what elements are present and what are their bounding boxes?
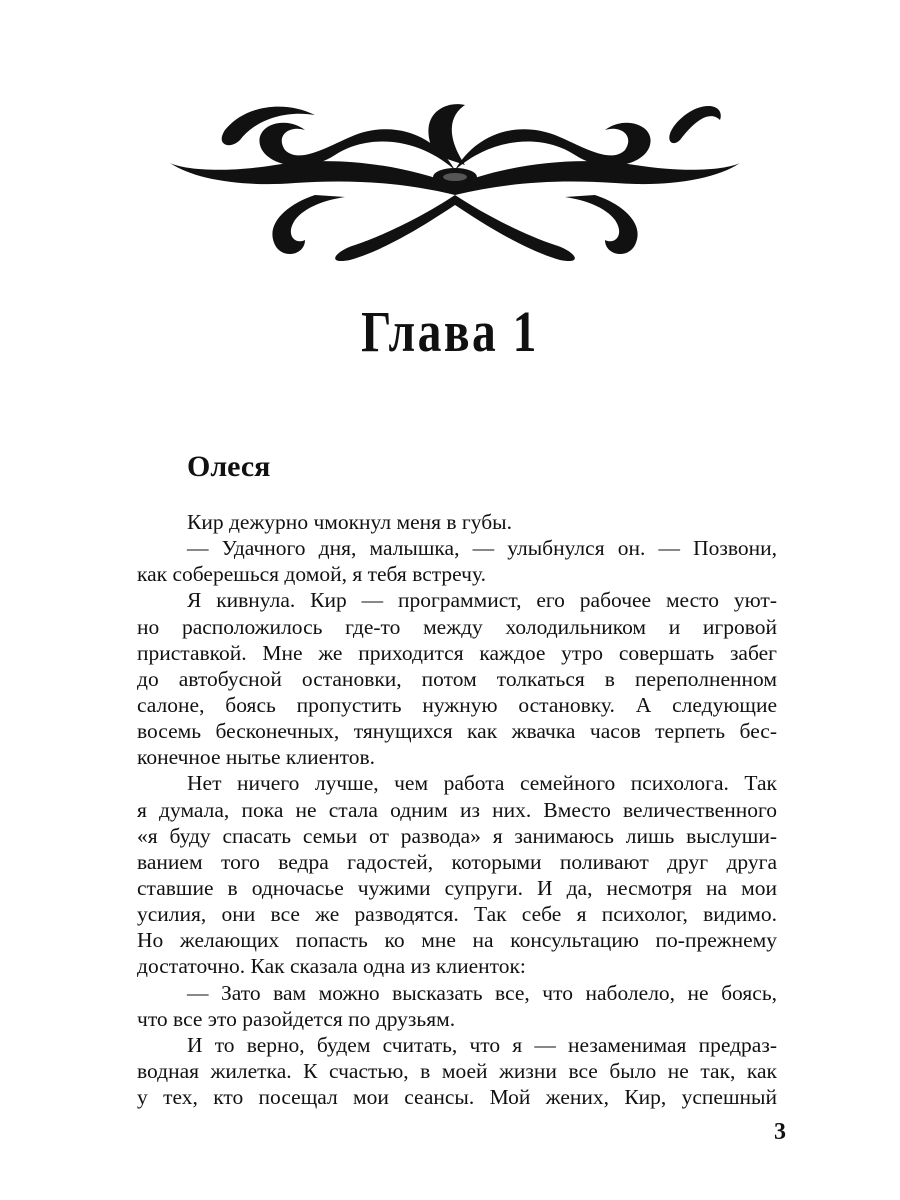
decorative-ornament-icon (165, 95, 745, 265)
text-line: что все это разойдется по друзьям. (137, 1006, 456, 1031)
text-line: усилия, они все же разводятся. Так себе я психолог, видимо. (137, 902, 777, 927)
text-line: — Зато вам можно высказать все, что наболело, не боясь, (187, 980, 777, 1005)
text-line: «я буду спасать семьи от развода» я занимаюсь лишь выслуши- (137, 823, 777, 848)
text-line: — Удачного дня, малышка, — улыбнулся он. — Позвони, (187, 536, 777, 561)
text-line: ставшие в одночасье чужими супруги. И да, несмотря на мои (137, 875, 777, 900)
text-line: Но желающих попасть ко мне на консультацию по-прежнему (137, 928, 777, 953)
text-line: водная жилетка. К счастью, в моей жизни все было не так, как (137, 1058, 777, 1083)
text-line: восемь бесконечных, тянущихся как жвачка часов терпеть бес- (137, 719, 777, 744)
text-line: у тех, кто посещал мои сеансы. Мой жених, Кир, успешный (137, 1085, 777, 1110)
page-number: 3 (774, 1119, 786, 1145)
body-text (137, 509, 777, 1110)
text-line: ванием того ведра гадостей, которыми поливают друг друга (137, 849, 777, 874)
text-line: до автобусной остановки, потом толкаться в переполненном (137, 666, 777, 691)
text-line: конечное нытье клиентов. (137, 745, 376, 770)
section-heading: Олеся (187, 450, 271, 483)
text-line: я думала, пока не стала одним из них. Вместо величественного (137, 797, 777, 822)
text-line: салоне, боясь пропустить нужную остановку. А следующие (137, 692, 777, 717)
text-line: И то верно, будем считать, что я — незаменимая предраз- (187, 1032, 777, 1057)
text-line: Нет ничего лучше, чем работа семейного психолога. Так (187, 771, 777, 796)
text-line: приставкой. Мне же приходится каждое утро совершать забег (137, 640, 777, 665)
text-line: достаточно. Как сказала одна из клиенток: (137, 954, 526, 979)
chapter-title: Глава 1 (361, 299, 539, 364)
text-line: как соберешься домой, я тебя встречу. (137, 562, 486, 587)
text-line: Я кивнула. Кир — программист, его рабочее место уют- (187, 588, 777, 613)
text-line: но расположилось где-то между холодильником и игровой (137, 614, 777, 639)
text-line: Кир дежурно чмокнул меня в губы. (187, 510, 512, 534)
